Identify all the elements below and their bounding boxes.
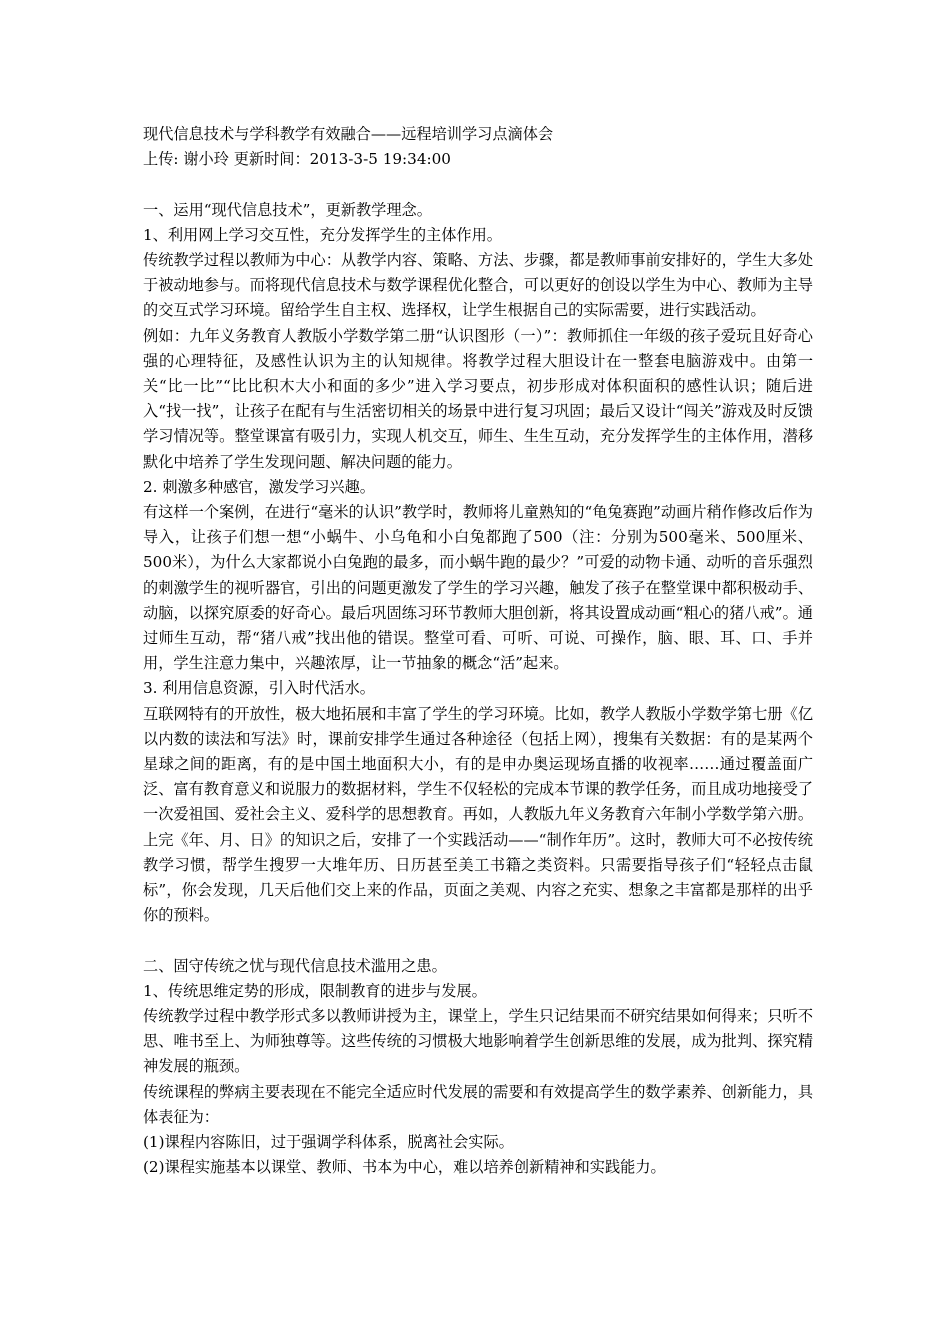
spacer <box>143 928 813 953</box>
paragraph: 例如：九年义务教育人教版小学数学第二册“认识图形（一）”：教师抓住一年级的孩子爱玩且好奇心强的心理特征，及感性认识为主的认知规律。将教学过程大胆设计在一整套电脑游戏中。由第一关“比一比”“比比积木大小和面的多少”进入学习要点，初步形成对体积面积的感性认识；随后进入“找一找”，让孩子在配有与生活密切相关的场景中进行复习巩固；最后又设计“闯关”游戏及时反馈学习情况等。整堂课富有吸引力，实现人机交互，师生、生生互动，充分发挥学生的主体作用，潜移默化中培养了学生发现问题、解决问题的能力。 <box>143 326 813 471</box>
subsection-2-1-heading: 1、传统思维定势的形成，限制教育的进步与发展。 <box>143 981 487 1000</box>
paragraph: 互联网特有的开放性，极大地拓展和丰富了学生的学习环境。比如，教学人教版小学数学第七册《亿以内数的读法和写法》时，课前安排学生通过各种途径（包括上网），搜集有关数据：有的是某两个星球之间的距离，有的是中国土地面积大小，有的是申办奥运现场直播的收视率……通过覆盖面广泛、富有教育意义和说服力的数据材料，学生不仅轻松的完成本节课的教学任务，而且成功地接受了一次爱祖国、爱社会主义、爱科学的思想教育。再如，人教版九年义务教育六年制小学数学第六册。上完《年、月、日》的知识之后，安排了一个实践活动——“制作年历”。这时，教师大可不必按传统教学习惯，帮学生搜罗一大堆年历、日历甚至美工书籍之类资料。只需要指导孩子们“轻轻点击鼠标”，你会发现，几天后他们交上来的作品，页面之美观、内容之充实、想象之丰富都是那样的出乎你的预料。 <box>143 704 813 925</box>
paragraph: 传统教学过程以教师为中心：从教学内容、策略、方法、步骤，都是教师事前安排好的，学生大多处于被动地参与。而将现代信息技术与数学课程优化整合，可以更好的创设以学生为中心、教师为主导的交互式学习环境。留给学生自主权、选择权，让学生根据自己的实际需要，进行实践活动。 <box>143 251 813 320</box>
document-title: 现代信息技术与学科教学有效融合——远程培训学习点滴体会 <box>143 125 554 143</box>
paragraph: 传统教学过程中教学形式多以教师讲授为主，课堂上，学生只记结果而不研究结果如何得来；只听不思、唯书至上、为师独尊等。这些传统的习惯极大地影响着学生创新思维的发展，成为批判、探究精神发展的瓶颈。 <box>143 1007 813 1076</box>
subsection-1-1-heading: 1、利用网上学习交互性，充分发挥学生的主体作用。 <box>143 225 502 244</box>
subsection-1-3-heading: 3. 利用信息资源，引入时代活水。 <box>143 679 375 698</box>
paragraph: 有这样一个案例，在进行“毫米的认识”教学时，教师将儿童熟知的“龟兔赛跑”动画片稍作修改后作为导入，让孩子们想一想“小蜗牛、小乌龟和小白兔都跑了500（注：分别为500毫米、500厘米、500米），为什么大家都说小白兔跑的最多，而小蜗牛跑的最少？”可爱的动物卡通、动听的音乐强烈的刺激学生的视听器官，引出的问题更激发了学生的学习兴趣，触发了孩子在整堂课中都积极动手、动脑，以探究原委的好奇心。最后巩固练习环节教师大胆创新，将其设置成动画“粗心的猪八戒”。通过师生互动，帮“猪八戒”找出他的错误。整堂可看、可听、可说、可操作，脑、眼、耳、口、手并用，学生注意力集中，兴趣浓厚，让一节抽象的概念“活”起来。 <box>143 503 813 673</box>
section-1-heading: 一、运用“现代信息技术”，更新教学理念。 <box>143 200 432 219</box>
list-item: (2)课程实施基本以课堂、教师、书本为中心，难以培养创新精神和实践能力。 <box>143 1158 666 1177</box>
list-item: (1)课程内容陈旧，过于强调学科体系，脱离社会实际。 <box>143 1133 514 1152</box>
subsection-1-2-heading: 2. 刺激多种感官，激发学习兴趣。 <box>143 477 375 496</box>
section-2-heading: 二、固守传统之忧与现代信息技术滥用之患。 <box>143 956 447 975</box>
upload-meta: 上传: 谢小玲 更新时间：2013-3-5 19:34:00 <box>143 150 451 169</box>
paragraph: 传统课程的弊病主要表现在不能完全适应时代发展的需要和有效提高学生的数学素养、创新能力，具体表征为： <box>143 1082 813 1126</box>
document-page <box>143 122 813 1181</box>
spacer <box>143 172 813 197</box>
